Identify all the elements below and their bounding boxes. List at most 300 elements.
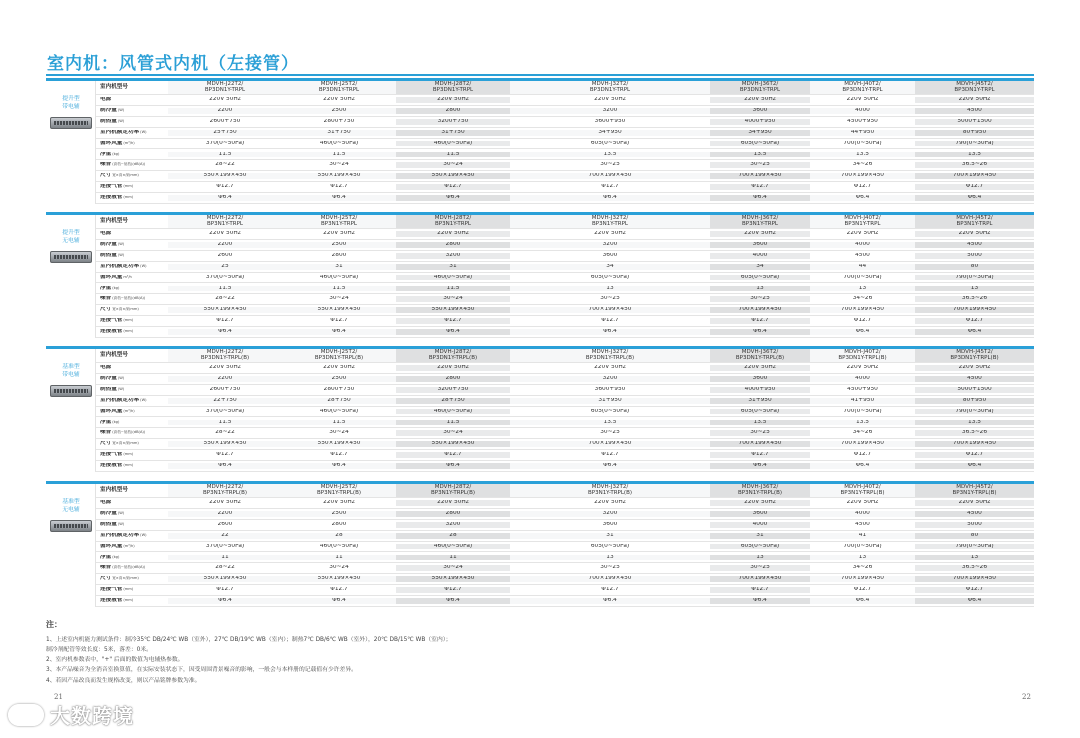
row-label-unit: (W) <box>117 252 125 257</box>
spec-row <box>96 117 1034 128</box>
row-label-unit: (mm) <box>123 463 134 468</box>
spec-value-cell: 4500 <box>915 108 1034 114</box>
spec-value-cell: Φ6.4 <box>396 463 510 469</box>
row-label <box>96 441 168 447</box>
spec-value-cell: 550×199×450 <box>396 441 510 447</box>
spec-value-cell: 30~24 <box>329 296 349 302</box>
row-label <box>96 555 168 561</box>
spec-value-cell: 220V 50Hz <box>594 97 626 103</box>
spec-value-cell: 700×199×450 <box>810 441 915 447</box>
spec-value-cell: Φ6.4 <box>810 598 915 604</box>
spec-value-cell: 220V 50Hz <box>915 500 1034 506</box>
spec-value-cell: 31+750 <box>396 130 510 136</box>
spec-value-cell: 700×199×450 <box>915 576 1034 582</box>
spec-value-cell: 34 <box>510 264 710 270</box>
spec-value-cell: 34+950 <box>510 130 710 136</box>
row-label-unit: (W) <box>140 129 147 134</box>
spec-value-cell: Φ6.4 <box>810 195 915 201</box>
spec-value-cell: 5000 <box>915 522 1034 528</box>
spec-value-cell: 28 <box>396 533 510 539</box>
spec-value-cell: 4000 <box>710 253 810 259</box>
spec-value-cell: 80+950 <box>915 398 1034 404</box>
spec-value-cell: 2800+750 <box>323 386 355 392</box>
spec-value-cell: 2800+750 <box>323 118 355 124</box>
spec-value-cell: 31+750 <box>282 130 396 136</box>
spec-row <box>96 385 1034 396</box>
spec-value-cell: 34+950 <box>710 130 810 136</box>
row-label <box>96 253 168 259</box>
spec-value-cell: 3200 <box>510 242 710 248</box>
row-label-text: 连接气管 <box>100 184 123 190</box>
model-cell <box>510 349 710 362</box>
model-name-line: BP3N1Y-TRPL(B) <box>840 489 885 496</box>
model-name-line: BP3DN1Y-TRPL <box>842 86 883 93</box>
spec-value-cell: 700×199×450 <box>510 173 710 179</box>
spec-value-cell: 28~22 <box>215 430 235 436</box>
spec-value-cell: 605(0~50Pa) <box>590 140 630 146</box>
model-cell <box>710 81 810 94</box>
spec-value-cell: 460(0~50Pa) <box>319 408 359 414</box>
spec-value-cell: Φ12.7 <box>853 318 872 324</box>
spec-value-cell: 3600 <box>710 511 810 517</box>
row-label-text: 连接液管 <box>100 463 123 469</box>
spec-value-cell: Φ12.7 <box>853 452 872 458</box>
spec-value-cell: 11 <box>168 555 282 561</box>
row-label-text: 净重 <box>100 151 112 157</box>
spec-value-cell: 11 <box>396 555 510 561</box>
spec-value-cell: 30~25 <box>600 162 620 168</box>
spec-value-cell: 220V 50Hz <box>846 365 879 371</box>
section-side <box>46 215 96 338</box>
spec-row <box>96 439 1034 450</box>
spec-value-cell: 220V 50Hz <box>846 500 879 506</box>
model-name-line: BP3DN1Y-TRPL(B) <box>200 354 250 361</box>
spec-value-cell: 700×199×450 <box>710 576 810 582</box>
spec-value-cell: 30~24 <box>329 162 349 168</box>
spec-value-cell: 30~24 <box>396 565 510 571</box>
row-label-unit: (mm) <box>123 195 134 200</box>
spec-value-cell: 2200 <box>168 376 282 382</box>
row-label-text: 制冷量 <box>100 108 117 114</box>
model-name-line: BP3DN1Y-TRPL(B) <box>950 354 999 361</box>
spec-value-cell: 4000 <box>810 108 915 114</box>
row-label-unit: (m³/h) <box>123 543 135 548</box>
series-label: 基准型 无电辅 <box>62 499 80 514</box>
spec-section <box>46 346 1034 472</box>
spec-value-cell: 220V 50Hz <box>594 231 626 237</box>
spec-value-cell: 220V 50Hz <box>396 365 510 371</box>
row-label <box>96 307 168 313</box>
spec-value-cell: 13.5 <box>710 420 810 426</box>
spec-row <box>96 95 1034 106</box>
spec-value-cell: Φ6.4 <box>710 598 810 604</box>
model-name-line: MDVH-J22T2/ <box>206 349 244 355</box>
spec-value-cell: 13 <box>810 555 915 561</box>
spec-row <box>96 160 1034 171</box>
spec-value-cell: 28+750 <box>282 398 396 404</box>
model-cell <box>915 81 1034 94</box>
row-label: 室内机型号 <box>100 83 128 90</box>
spec-value-cell: Φ12.7 <box>396 318 510 324</box>
row-label-text: 制热量 <box>100 521 117 527</box>
row-label-text: 噪音 <box>100 162 112 168</box>
duct-unit-image <box>50 251 92 263</box>
model-header-row <box>96 81 1034 95</box>
model-name-line: MDVH-J45T2/ <box>956 215 993 221</box>
spec-value-cell: 4500 <box>915 511 1034 517</box>
spec-value-cell: 220V 50Hz <box>915 365 1034 371</box>
spec-value-cell: 220V 50Hz <box>209 97 241 103</box>
spec-value-cell: 80+950 <box>915 130 1034 136</box>
spec-value-cell: Φ12.7 <box>915 184 1034 190</box>
spec-value-cell: 4000 <box>810 511 915 517</box>
spec-value-cell: 13 <box>510 286 710 292</box>
spec-value-cell: 3600 <box>602 521 618 527</box>
model-name-line: BP3DN1Y-TRPL(B) <box>838 354 887 361</box>
model-cell <box>396 215 510 228</box>
spec-value-cell: 80 <box>915 533 1034 539</box>
row-label <box>96 511 168 517</box>
spec-row <box>96 552 1034 563</box>
row-label-unit: (W) <box>117 386 125 391</box>
row-label-text: 室内机额定功率 <box>100 263 140 269</box>
model-name-line: MDVH-J32T2/ <box>591 215 629 221</box>
spec-row <box>96 193 1034 204</box>
model-name-line: BP3DN1Y-TRPL <box>204 86 246 93</box>
spec-value-cell: Φ12.7 <box>915 318 1034 324</box>
spec-value-cell: 220V 50Hz <box>846 97 879 103</box>
spec-value-cell: 460(0~50Pa) <box>319 140 359 146</box>
spec-value-cell: 30~24 <box>329 430 349 436</box>
spec-value-cell: 30~25 <box>600 296 620 302</box>
spec-value-cell: Φ6.4 <box>915 598 1034 604</box>
spec-value-cell: 3600 <box>602 252 618 258</box>
model-name-line: BP3N1Y-TRPL(B) <box>202 489 248 496</box>
spec-value-cell: 3600+950 <box>594 118 626 124</box>
spec-value-cell: 2500 <box>282 108 396 114</box>
row-label-text: 电源 <box>100 365 112 371</box>
row-label-text: 净重 <box>100 554 112 560</box>
spec-value-cell: 13.5 <box>810 420 915 426</box>
spec-value-cell: Φ6.4 <box>510 463 710 469</box>
spec-value-cell: Φ6.4 <box>810 463 915 469</box>
spec-value-cell: 550×199×450 <box>168 441 282 447</box>
row-label <box>96 318 168 324</box>
spec-value-cell: Φ12.7 <box>330 318 348 324</box>
series-label: 基准型 带电辅 <box>62 364 80 379</box>
page-number-right: 22 <box>1022 693 1031 701</box>
spec-value-cell: 31+950 <box>510 398 710 404</box>
row-label <box>96 275 168 281</box>
model-name-line: BP3DN1Y-TRPL <box>432 86 474 93</box>
model-cell <box>168 484 282 497</box>
row-label-text: 循环风量 <box>100 408 123 414</box>
spec-value-cell: Φ6.4 <box>710 329 810 335</box>
watermark-text: 大数跨境 <box>50 704 134 728</box>
row-label-text: 循环风量 <box>100 140 123 146</box>
spec-value-cell: 11.5 <box>282 420 396 426</box>
spec-value-cell: Φ12.7 <box>601 587 619 593</box>
spec-value-cell: 370(0~50Pa) <box>205 140 245 146</box>
note-line: 2、室内机参数表中，"+" 后面的数值为电辅热参数。 <box>46 657 184 664</box>
spec-value-cell: 34~26 <box>852 430 873 436</box>
spec-value-cell: Φ12.7 <box>710 318 810 324</box>
spec-value-cell: 220V 50Hz <box>396 231 510 237</box>
spec-value-cell: Φ12.7 <box>601 452 619 458</box>
spec-value-cell: 550×199×450 <box>282 441 396 447</box>
row-label-text: 电源 <box>100 97 112 103</box>
row-label <box>96 576 168 582</box>
row-label: 室内机型号 <box>100 217 128 224</box>
model-name-line: BP3DN1Y-TRPL <box>954 86 995 93</box>
row-label <box>96 173 168 179</box>
spec-row <box>96 450 1034 461</box>
spec-row <box>96 396 1034 407</box>
spec-value-cell: 11.5 <box>282 152 396 158</box>
page-number-left: 21 <box>54 693 63 701</box>
spec-value-cell: 370(0~50Pa) <box>205 543 245 549</box>
row-label <box>96 329 168 335</box>
row-label-text: 电源 <box>100 500 112 506</box>
spec-value-cell: 550×199×450 <box>168 307 282 313</box>
row-label-unit: (mm) <box>123 184 134 189</box>
spec-value-cell: 605(0~50Pa) <box>710 275 810 281</box>
spec-value-cell: 700(0~50Pa) <box>843 543 882 549</box>
spec-value-cell: 13 <box>915 286 1034 292</box>
model-cell <box>396 81 510 94</box>
spec-value-cell: Φ12.7 <box>216 318 234 324</box>
spec-value-cell: 13.5 <box>710 152 810 158</box>
spec-value-cell: 13 <box>915 555 1034 561</box>
row-label <box>96 141 168 147</box>
spec-value-cell: 28~22 <box>215 565 235 571</box>
spec-value-cell: 550×199×450 <box>282 173 396 179</box>
spec-value-cell: Φ12.7 <box>601 318 619 324</box>
row-label-unit: (W) <box>140 532 147 537</box>
spec-value-cell: Φ12.7 <box>216 184 234 190</box>
row-label <box>96 184 168 190</box>
spec-value-cell: 2600 <box>217 252 233 258</box>
row-label-text: 制热量 <box>100 386 117 392</box>
row-label <box>96 420 168 426</box>
spec-value-cell: 36.5~26 <box>915 430 1034 436</box>
spec-value-cell: 11.5 <box>168 420 282 426</box>
spec-value-cell: 4000+950 <box>710 387 810 393</box>
model-name-line: BP3N1Y-TRPL <box>956 220 993 227</box>
section-side <box>46 349 96 472</box>
spec-value-cell: 11.5 <box>168 286 282 292</box>
spec-value-cell: 700×199×450 <box>915 307 1034 313</box>
spec-value-cell: 25+750 <box>168 130 282 136</box>
spec-value-cell: 2800 <box>396 108 510 114</box>
duct-unit-image <box>50 385 92 397</box>
model-name-line: BP3N1Y-TRPL(B) <box>430 489 476 496</box>
spec-value-cell: Φ12.7 <box>915 452 1034 458</box>
spec-value-cell: Φ6.4 <box>510 195 710 201</box>
spec-value-cell: Φ6.4 <box>168 329 282 335</box>
model-cell <box>810 349 915 362</box>
row-label-unit: (mm) <box>123 598 134 603</box>
spec-value-cell: 31 <box>282 264 396 270</box>
spec-value-cell: 220V 50Hz <box>323 365 355 371</box>
row-label-text: 室内机额定功率 <box>100 532 140 538</box>
spec-value-cell: 41 <box>810 533 915 539</box>
spec-value-cell: 220V 50Hz <box>915 231 1034 237</box>
spec-value-cell: 36.5~26 <box>915 296 1034 302</box>
model-name-line: MDVH-J40T2/ <box>844 349 881 355</box>
model-cell <box>282 81 396 94</box>
row-label-unit: 宽×高×深(mm) <box>112 307 139 312</box>
spec-value-cell: 3200 <box>510 376 710 382</box>
spec-value-cell: 2500 <box>282 376 396 382</box>
row-label-text: 净重 <box>100 419 112 425</box>
spec-value-cell: Φ12.7 <box>710 452 810 458</box>
spec-value-cell: Φ6.4 <box>810 329 915 335</box>
spec-row <box>96 498 1034 509</box>
spec-row <box>96 251 1034 262</box>
row-label-text: 制热量 <box>100 118 117 124</box>
row-label <box>96 365 168 371</box>
row-label <box>96 108 168 114</box>
spec-value-cell: 11.5 <box>396 152 510 158</box>
model-name-line: MDVH-J28T2/ <box>434 349 472 355</box>
spec-value-cell: 11.5 <box>168 152 282 158</box>
spec-value-cell: 80 <box>915 264 1034 270</box>
spec-value-cell: 31 <box>710 533 810 539</box>
spec-row <box>96 128 1034 139</box>
model-cell <box>282 215 396 228</box>
model-name-line: BP3DN1Y-TRPL(B) <box>428 354 478 361</box>
spec-row <box>96 106 1034 117</box>
row-label <box>96 97 168 103</box>
spec-value-cell: Φ12.7 <box>710 184 810 190</box>
model-name-line: MDVH-J32T2/ <box>591 81 629 87</box>
row-label <box>96 242 168 248</box>
row-label <box>96 463 168 469</box>
spec-value-cell: 3600 <box>710 242 810 248</box>
model-cell <box>810 215 915 228</box>
spec-row <box>96 262 1034 273</box>
spec-value-cell: 460(0~50Pa) <box>319 274 359 280</box>
spec-row <box>96 240 1034 251</box>
model-name-line: BP3N1Y-TRPL(B) <box>952 489 997 496</box>
model-name-line: BP3DN1Y-TRPL <box>589 86 631 93</box>
spec-value-cell: 790(0~30Pa) <box>915 544 1034 550</box>
spec-value-cell: 605(0~50Pa) <box>710 544 810 550</box>
model-cell <box>168 349 282 362</box>
spec-row <box>96 417 1034 428</box>
model-cell <box>810 81 915 94</box>
spec-value-cell: Φ12.7 <box>396 184 510 190</box>
spec-row <box>96 407 1034 418</box>
spec-value-cell: 13.5 <box>810 152 915 158</box>
spec-value-cell: 4000 <box>710 522 810 528</box>
watermark-logo-icon <box>8 704 44 726</box>
model-name-line: MDVH-J22T2/ <box>206 215 244 221</box>
spec-value-cell: Φ12.7 <box>853 587 872 593</box>
row-label-text: 连接气管 <box>100 452 123 458</box>
row-label-unit: (kg) <box>112 285 120 290</box>
row-label <box>96 264 168 270</box>
spec-value-cell: 3600 <box>710 108 810 114</box>
spec-value-cell: 550×199×450 <box>396 307 510 313</box>
row-label-unit: m³/h <box>123 274 132 279</box>
row-label-unit: (W) <box>117 242 125 247</box>
spec-value-cell: 13 <box>810 286 915 292</box>
spec-row <box>96 327 1034 338</box>
spec-value-cell: 3600+950 <box>594 386 626 392</box>
spec-value-cell: 550×199×450 <box>282 576 396 582</box>
notes-heading: 注： <box>46 620 62 629</box>
spec-value-cell: Φ12.7 <box>396 452 510 458</box>
spec-value-cell: 220V 50Hz <box>323 97 355 103</box>
spec-row <box>96 542 1034 553</box>
spec-value-cell: 11 <box>282 555 396 561</box>
spec-value-cell: 460(0~50Pa) <box>396 275 510 281</box>
spec-value-cell: 4000 <box>810 242 915 248</box>
row-label-text: 尺寸 <box>100 173 112 179</box>
spec-value-cell: 220V 50Hz <box>209 500 241 506</box>
spec-value-cell: 11.5 <box>396 286 510 292</box>
watermark <box>8 700 134 729</box>
spec-value-cell: 2200 <box>168 242 282 248</box>
note-line: 4、若因产品改良而发生规格改变，则以产品铭牌参数为准。 <box>46 677 201 684</box>
spec-value-cell: 460(0~50Pa) <box>396 409 510 415</box>
model-name-line: BP3N1Y-TRPL <box>435 220 471 227</box>
model-name-line: MDVH-J28T2/ <box>434 215 472 221</box>
row-label <box>96 387 168 393</box>
spec-value-cell: 2600+750 <box>209 118 241 124</box>
model-name-line: MDVH-J22T2/ <box>206 81 244 87</box>
note-line: 制冷剂配管等效长度：5米，落差：0米。 <box>46 647 152 654</box>
spec-row <box>96 374 1034 385</box>
row-label-text: 制热量 <box>100 252 117 258</box>
model-header-row <box>96 349 1034 363</box>
spec-value-cell: Φ6.4 <box>168 463 282 469</box>
row-label-text: 循环风量 <box>100 543 123 549</box>
spec-value-cell: 220V 50Hz <box>710 500 810 506</box>
spec-value-cell: Φ12.7 <box>710 587 810 593</box>
spec-row <box>96 139 1034 150</box>
spec-value-cell: 2800 <box>396 376 510 382</box>
model-name-line: BP3N1Y-TRPL(B) <box>737 489 783 496</box>
note-line: 3、本产品噪音为全消音室换算值，在实际安装状态下，因受周围背景噪音的影响，一般会与本样册的记载值有少许差异。 <box>46 667 357 674</box>
spec-value-cell: Φ6.4 <box>915 329 1034 335</box>
spec-value-cell: 30~25 <box>710 430 810 436</box>
page-title: 室内机：风管式内机（左接管） <box>47 54 299 74</box>
spec-value-cell: 36.5~26 <box>915 162 1034 168</box>
row-label-unit: (mm) <box>123 452 134 457</box>
row-label-text: 尺寸 <box>100 576 112 582</box>
row-label-text: 室内机额定功率 <box>100 397 140 403</box>
spec-value-cell: 2600+750 <box>209 386 241 392</box>
spec-value-cell: 220V 50Hz <box>323 500 355 506</box>
spec-value-cell: 30~25 <box>710 162 810 168</box>
row-label-text: 尺寸 <box>100 307 112 313</box>
model-name-line: BP3N1Y-TRPL <box>321 220 357 227</box>
row-label <box>96 587 168 593</box>
row-label-unit: (mm) <box>123 318 134 323</box>
spec-value-cell: 13.5 <box>510 152 710 158</box>
spec-value-cell: 605(0~50Pa) <box>590 274 630 280</box>
spec-value-cell: 44+950 <box>810 130 915 136</box>
spec-value-cell: 13 <box>510 555 710 561</box>
spec-row <box>96 305 1034 316</box>
row-label <box>96 286 168 292</box>
spec-value-cell: Φ12.7 <box>330 452 348 458</box>
spec-value-cell: 13.5 <box>510 420 710 426</box>
spec-section <box>46 212 1034 338</box>
